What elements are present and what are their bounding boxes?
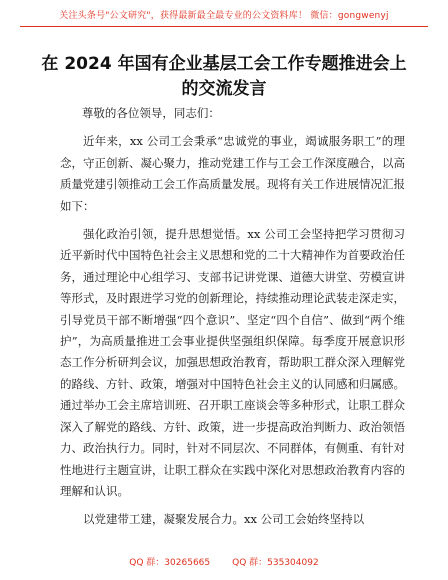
paragraph-party-building: 以党建带工建，凝聚发展合力。xx 公司工会始终坚持以 <box>83 512 365 527</box>
header-banner: 关注头条号"公文研究"，获得最新最全最专业的公文资料库！ 微信：gongwenyj <box>59 11 389 21</box>
document-body <box>60 103 405 531</box>
paragraph-intro: 近年来，xx 公司工会秉承“忠诚党的事业，竭诚服务职工”的理念，守正创新、凝心聚力，推动党建工作与工会工作深度融合，以高质量党建引领推动工会工作高质量发展。现将有关工作进展情况汇报如下： <box>60 134 405 213</box>
paragraph-political-guidance: 强化政治引领，提升思想觉悟。xx 公司工会坚持把学习贯彻习近平新时代中国特色社会主义思想和党的二十大精神作为首要政治任务，通过理论中心组学习、支部书记讲党课、道德大讲堂、劳模宣讲等形式，及时跟进学习党的创新理论，持续推动理论武装走深走实，引导党员干部不断增强“四个意识”、坚定“四个自信”、做到“两个维护”，为高质量推进工会事业提供坚强组织保障。每季度开展意识形态工作分析研判会议，加强思想政治教育，帮助职工群众深入理解党的路线、方针、政策，增强对中国特色社会主义的认同感和归属感。通过举办工会主席培训班、召开职工座谈会等多种形式，让职工群众深入了解党的路线、方针、政策，进一步提高政治判断力、政治领悟力、政治执行力。同时，针对不同层次、不同群体，有侧重、有针对性地进行主题宣讲，让职工群众在实践中深化对思想政治教育内容的理解和认识。 <box>60 227 405 498</box>
greeting: 尊敬的各位领导，同志们： <box>81 106 220 120</box>
footer-contact <box>0 555 448 568</box>
header-divider <box>20 26 428 27</box>
footer-qq-group-2: QQ 群：535304092 <box>232 558 319 568</box>
footer-qq-group-1: QQ 群：30265665 <box>129 558 211 568</box>
document-title: 在 2024 年国有企业基层工会工作专题推进会上的交流发言 <box>41 54 407 99</box>
